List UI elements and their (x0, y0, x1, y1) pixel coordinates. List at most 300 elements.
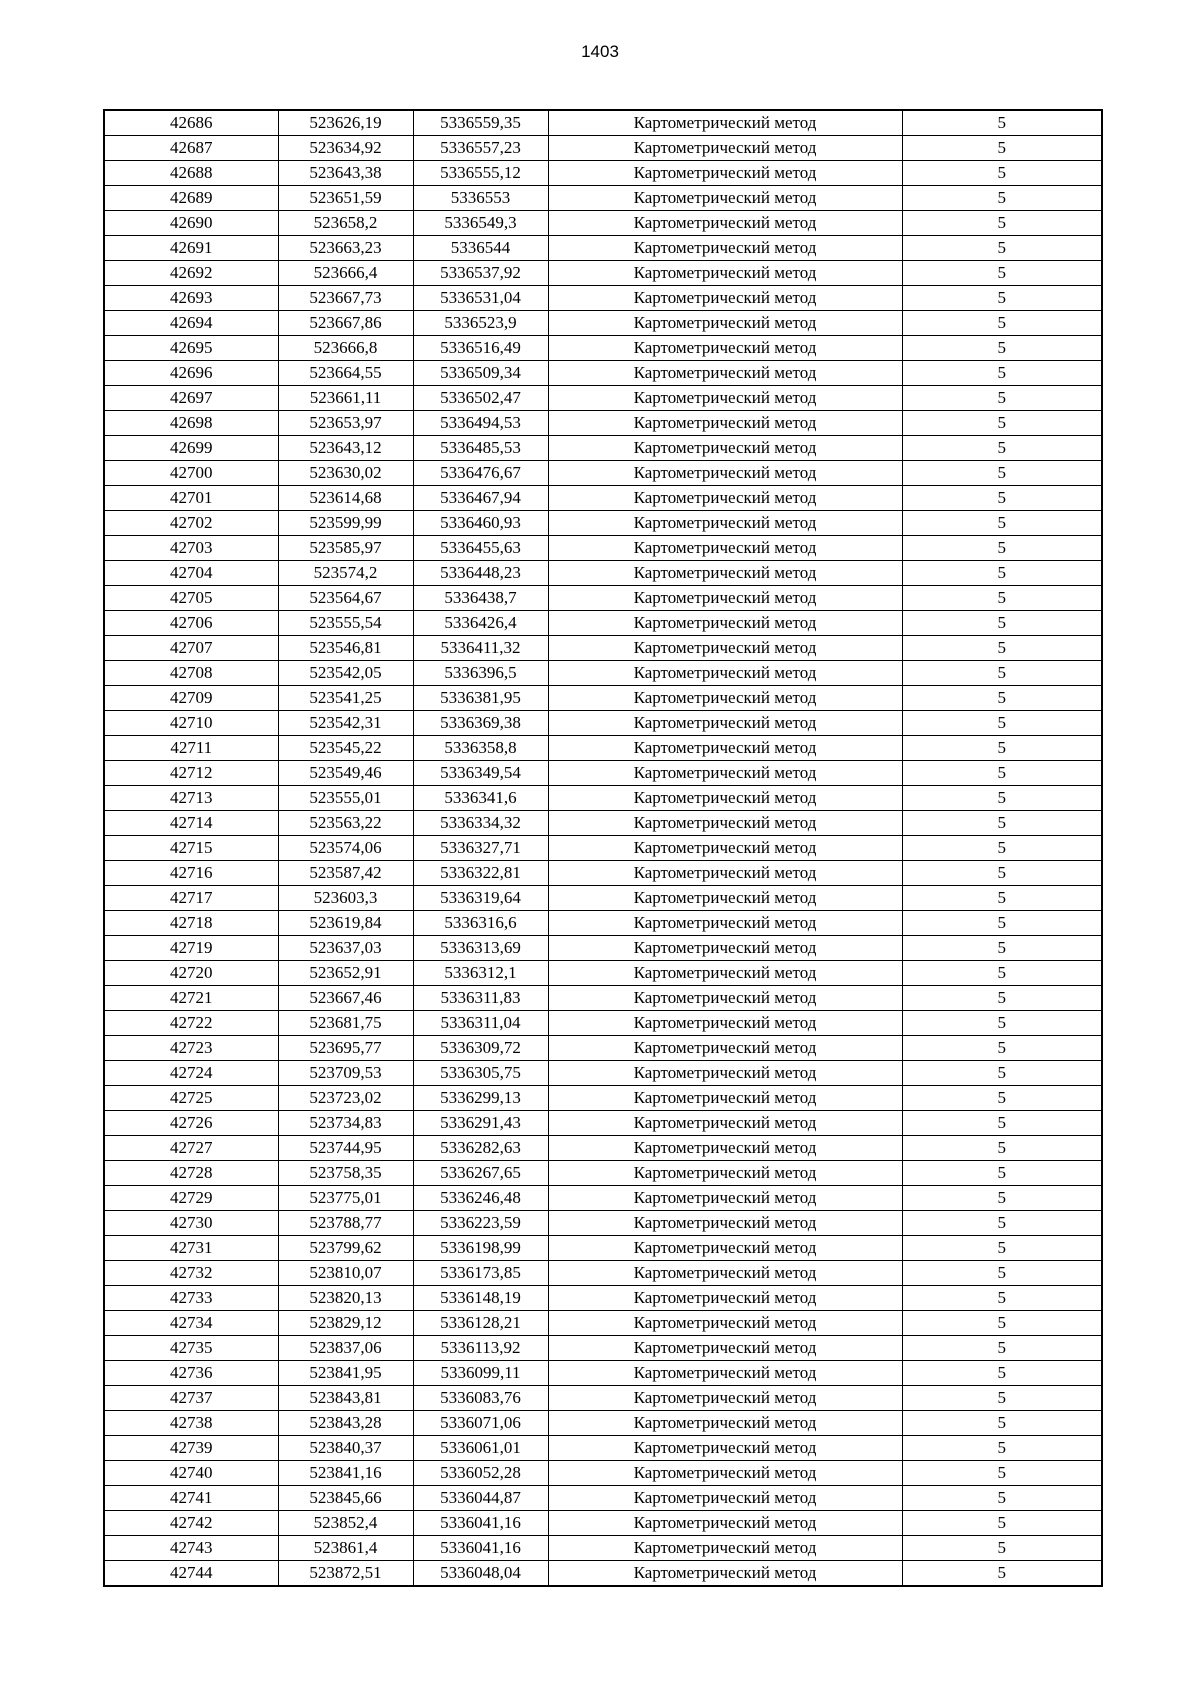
x-coordinate-cell: 523634,92 (278, 136, 413, 161)
method-cell: Картометрический метод (548, 461, 902, 486)
x-coordinate-cell: 523734,83 (278, 1111, 413, 1136)
accuracy-cell: 5 (902, 1036, 1102, 1061)
method-cell: Картометрический метод (548, 1061, 902, 1086)
point-number-cell: 42693 (104, 286, 278, 311)
table-row (104, 1086, 1102, 1111)
method-cell: Картометрический метод (548, 761, 902, 786)
point-number-cell: 42707 (104, 636, 278, 661)
method-cell: Картометрический метод (548, 1236, 902, 1261)
y-coordinate-cell: 5336223,59 (413, 1211, 548, 1236)
accuracy-cell: 5 (902, 186, 1102, 211)
table-row (104, 236, 1102, 261)
accuracy-cell: 5 (902, 1111, 1102, 1136)
method-cell: Картометрический метод (548, 110, 902, 136)
x-coordinate-cell: 523709,53 (278, 1061, 413, 1086)
table-row (104, 1411, 1102, 1436)
method-cell: Картометрический метод (548, 1011, 902, 1036)
x-coordinate-cell: 523758,35 (278, 1161, 413, 1186)
accuracy-cell: 5 (902, 1411, 1102, 1436)
x-coordinate-cell: 523542,31 (278, 711, 413, 736)
y-coordinate-cell: 5336467,94 (413, 486, 548, 511)
point-number-cell: 42701 (104, 486, 278, 511)
point-number-cell: 42718 (104, 911, 278, 936)
x-coordinate-cell: 523651,59 (278, 186, 413, 211)
point-number-cell: 42730 (104, 1211, 278, 1236)
table-row (104, 1186, 1102, 1211)
point-number-cell: 42696 (104, 361, 278, 386)
table-row (104, 211, 1102, 236)
method-cell: Картометрический метод (548, 161, 902, 186)
table-row (104, 486, 1102, 511)
x-coordinate-cell: 523667,46 (278, 986, 413, 1011)
y-coordinate-cell: 5336341,6 (413, 786, 548, 811)
x-coordinate-cell: 523599,99 (278, 511, 413, 536)
method-cell: Картометрический метод (548, 811, 902, 836)
accuracy-cell: 5 (902, 936, 1102, 961)
x-coordinate-cell: 523630,02 (278, 461, 413, 486)
table-row (104, 936, 1102, 961)
coordinates-table-body (104, 110, 1102, 1586)
point-number-cell: 42742 (104, 1511, 278, 1536)
accuracy-cell: 5 (902, 1336, 1102, 1361)
accuracy-cell: 5 (902, 811, 1102, 836)
table-row (104, 1286, 1102, 1311)
accuracy-cell: 5 (902, 861, 1102, 886)
point-number-cell: 42706 (104, 611, 278, 636)
table-row (104, 561, 1102, 586)
method-cell: Картометрический метод (548, 486, 902, 511)
accuracy-cell: 5 (902, 1286, 1102, 1311)
table-row (104, 1561, 1102, 1587)
accuracy-cell: 5 (902, 236, 1102, 261)
y-coordinate-cell: 5336516,49 (413, 336, 548, 361)
method-cell: Картометрический метод (548, 886, 902, 911)
y-coordinate-cell: 5336128,21 (413, 1311, 548, 1336)
y-coordinate-cell: 5336173,85 (413, 1261, 548, 1286)
table-row (104, 1336, 1102, 1361)
point-number-cell: 42708 (104, 661, 278, 686)
point-number-cell: 42717 (104, 886, 278, 911)
method-cell: Картометрический метод (548, 186, 902, 211)
point-number-cell: 42687 (104, 136, 278, 161)
y-coordinate-cell: 5336411,32 (413, 636, 548, 661)
y-coordinate-cell: 5336559,35 (413, 110, 548, 136)
accuracy-cell: 5 (902, 511, 1102, 536)
x-coordinate-cell: 523666,4 (278, 261, 413, 286)
accuracy-cell: 5 (902, 1361, 1102, 1386)
point-number-cell: 42723 (104, 1036, 278, 1061)
y-coordinate-cell: 5336083,76 (413, 1386, 548, 1411)
point-number-cell: 42722 (104, 1011, 278, 1036)
x-coordinate-cell: 523637,03 (278, 936, 413, 961)
x-coordinate-cell: 523872,51 (278, 1561, 413, 1587)
method-cell: Картометрический метод (548, 436, 902, 461)
point-number-cell: 42697 (104, 386, 278, 411)
method-cell: Картометрический метод (548, 1436, 902, 1461)
x-coordinate-cell: 523775,01 (278, 1186, 413, 1211)
table-row (104, 836, 1102, 861)
accuracy-cell: 5 (902, 1086, 1102, 1111)
accuracy-cell: 5 (902, 1486, 1102, 1511)
point-number-cell: 42688 (104, 161, 278, 186)
accuracy-cell: 5 (902, 336, 1102, 361)
x-coordinate-cell: 523843,81 (278, 1386, 413, 1411)
accuracy-cell: 5 (902, 1561, 1102, 1587)
table-row (104, 1011, 1102, 1036)
y-coordinate-cell: 5336553 (413, 186, 548, 211)
y-coordinate-cell: 5336334,32 (413, 811, 548, 836)
x-coordinate-cell: 523861,4 (278, 1536, 413, 1561)
accuracy-cell: 5 (902, 886, 1102, 911)
method-cell: Картометрический метод (548, 1336, 902, 1361)
table-row (104, 286, 1102, 311)
x-coordinate-cell: 523643,12 (278, 436, 413, 461)
table-row (104, 1461, 1102, 1486)
table-row (104, 411, 1102, 436)
accuracy-cell: 5 (902, 836, 1102, 861)
method-cell: Картометрический метод (548, 411, 902, 436)
point-number-cell: 42725 (104, 1086, 278, 1111)
y-coordinate-cell: 5336313,69 (413, 936, 548, 961)
method-cell: Картометрический метод (548, 586, 902, 611)
accuracy-cell: 5 (902, 1061, 1102, 1086)
table-row (104, 711, 1102, 736)
table-row (104, 1436, 1102, 1461)
table-row (104, 661, 1102, 686)
y-coordinate-cell: 5336319,64 (413, 886, 548, 911)
x-coordinate-cell: 523542,05 (278, 661, 413, 686)
table-row (104, 386, 1102, 411)
coordinates-table (103, 109, 1103, 1587)
y-coordinate-cell: 5336052,28 (413, 1461, 548, 1486)
x-coordinate-cell: 523643,38 (278, 161, 413, 186)
method-cell: Картометрический метод (548, 1386, 902, 1411)
method-cell: Картометрический метод (548, 1186, 902, 1211)
method-cell: Картометрический метод (548, 661, 902, 686)
x-coordinate-cell: 523667,73 (278, 286, 413, 311)
method-cell: Картометрический метод (548, 986, 902, 1011)
accuracy-cell: 5 (902, 1161, 1102, 1186)
x-coordinate-cell: 523852,4 (278, 1511, 413, 1536)
method-cell: Картометрический метод (548, 1211, 902, 1236)
y-coordinate-cell: 5336041,16 (413, 1536, 548, 1561)
accuracy-cell: 5 (902, 1511, 1102, 1536)
x-coordinate-cell: 523587,42 (278, 861, 413, 886)
x-coordinate-cell: 523574,06 (278, 836, 413, 861)
point-number-cell: 42698 (104, 411, 278, 436)
x-coordinate-cell: 523546,81 (278, 636, 413, 661)
accuracy-cell: 5 (902, 486, 1102, 511)
accuracy-cell: 5 (902, 1386, 1102, 1411)
x-coordinate-cell: 523563,22 (278, 811, 413, 836)
y-coordinate-cell: 5336448,23 (413, 561, 548, 586)
table-row (104, 1386, 1102, 1411)
table-row (104, 586, 1102, 611)
point-number-cell: 42704 (104, 561, 278, 586)
x-coordinate-cell: 523658,2 (278, 211, 413, 236)
accuracy-cell: 5 (902, 211, 1102, 236)
method-cell: Картометрический метод (548, 1136, 902, 1161)
accuracy-cell: 5 (902, 1136, 1102, 1161)
accuracy-cell: 5 (902, 536, 1102, 561)
accuracy-cell: 5 (902, 761, 1102, 786)
point-number-cell: 42727 (104, 1136, 278, 1161)
accuracy-cell: 5 (902, 611, 1102, 636)
y-coordinate-cell: 5336476,67 (413, 461, 548, 486)
x-coordinate-cell: 523574,2 (278, 561, 413, 586)
point-number-cell: 42713 (104, 786, 278, 811)
y-coordinate-cell: 5336061,01 (413, 1436, 548, 1461)
x-coordinate-cell: 523837,06 (278, 1336, 413, 1361)
method-cell: Картометрический метод (548, 936, 902, 961)
point-number-cell: 42720 (104, 961, 278, 986)
method-cell: Картометрический метод (548, 611, 902, 636)
method-cell: Картометрический метод (548, 1486, 902, 1511)
y-coordinate-cell: 5336113,92 (413, 1336, 548, 1361)
table-row (104, 1486, 1102, 1511)
table-row (104, 961, 1102, 986)
table-row (104, 861, 1102, 886)
x-coordinate-cell: 523614,68 (278, 486, 413, 511)
x-coordinate-cell: 523585,97 (278, 536, 413, 561)
table-row (104, 1111, 1102, 1136)
accuracy-cell: 5 (902, 1011, 1102, 1036)
x-coordinate-cell: 523564,67 (278, 586, 413, 611)
accuracy-cell: 5 (902, 1186, 1102, 1211)
method-cell: Картометрический метод (548, 911, 902, 936)
point-number-cell: 42715 (104, 836, 278, 861)
table-row (104, 986, 1102, 1011)
method-cell: Картометрический метод (548, 511, 902, 536)
table-row (104, 886, 1102, 911)
y-coordinate-cell: 5336299,13 (413, 1086, 548, 1111)
x-coordinate-cell: 523841,95 (278, 1361, 413, 1386)
table-row (104, 361, 1102, 386)
x-coordinate-cell: 523843,28 (278, 1411, 413, 1436)
x-coordinate-cell: 523603,3 (278, 886, 413, 911)
y-coordinate-cell: 5336426,4 (413, 611, 548, 636)
point-number-cell: 42733 (104, 1286, 278, 1311)
accuracy-cell: 5 (902, 561, 1102, 586)
accuracy-cell: 5 (902, 411, 1102, 436)
x-coordinate-cell: 523829,12 (278, 1311, 413, 1336)
method-cell: Картометрический метод (548, 361, 902, 386)
accuracy-cell: 5 (902, 686, 1102, 711)
y-coordinate-cell: 5336381,95 (413, 686, 548, 711)
table-row (104, 261, 1102, 286)
method-cell: Картометрический метод (548, 1461, 902, 1486)
point-number-cell: 42703 (104, 536, 278, 561)
accuracy-cell: 5 (902, 161, 1102, 186)
point-number-cell: 42732 (104, 1261, 278, 1286)
x-coordinate-cell: 523545,22 (278, 736, 413, 761)
accuracy-cell: 5 (902, 1236, 1102, 1261)
accuracy-cell: 5 (902, 736, 1102, 761)
point-number-cell: 42711 (104, 736, 278, 761)
point-number-cell: 42740 (104, 1461, 278, 1486)
method-cell: Картометрический метод (548, 1286, 902, 1311)
method-cell: Картометрический метод (548, 1536, 902, 1561)
table-row (104, 1361, 1102, 1386)
x-coordinate-cell: 523555,01 (278, 786, 413, 811)
x-coordinate-cell: 523666,8 (278, 336, 413, 361)
point-number-cell: 42738 (104, 1411, 278, 1436)
table-row (104, 161, 1102, 186)
table-row (104, 736, 1102, 761)
y-coordinate-cell: 5336557,23 (413, 136, 548, 161)
method-cell: Картометрический метод (548, 1411, 902, 1436)
accuracy-cell: 5 (902, 136, 1102, 161)
method-cell: Картометрический метод (548, 1311, 902, 1336)
accuracy-cell: 5 (902, 661, 1102, 686)
y-coordinate-cell: 5336460,93 (413, 511, 548, 536)
point-number-cell: 42694 (104, 311, 278, 336)
accuracy-cell: 5 (902, 286, 1102, 311)
point-number-cell: 42691 (104, 236, 278, 261)
accuracy-cell: 5 (902, 986, 1102, 1011)
y-coordinate-cell: 5336316,6 (413, 911, 548, 936)
method-cell: Картометрический метод (548, 1086, 902, 1111)
y-coordinate-cell: 5336509,34 (413, 361, 548, 386)
table-row (104, 761, 1102, 786)
y-coordinate-cell: 5336544 (413, 236, 548, 261)
x-coordinate-cell: 523555,54 (278, 611, 413, 636)
accuracy-cell: 5 (902, 461, 1102, 486)
table-row (104, 1161, 1102, 1186)
accuracy-cell: 5 (902, 1436, 1102, 1461)
accuracy-cell: 5 (902, 1261, 1102, 1286)
table-row (104, 1136, 1102, 1161)
point-number-cell: 42739 (104, 1436, 278, 1461)
y-coordinate-cell: 5336198,99 (413, 1236, 548, 1261)
y-coordinate-cell: 5336327,71 (413, 836, 548, 861)
method-cell: Картометрический метод (548, 1036, 902, 1061)
y-coordinate-cell: 5336369,38 (413, 711, 548, 736)
point-number-cell: 42743 (104, 1536, 278, 1561)
y-coordinate-cell: 5336523,9 (413, 311, 548, 336)
y-coordinate-cell: 5336041,16 (413, 1511, 548, 1536)
x-coordinate-cell: 523845,66 (278, 1486, 413, 1511)
method-cell: Картометрический метод (548, 311, 902, 336)
x-coordinate-cell: 523619,84 (278, 911, 413, 936)
point-number-cell: 42728 (104, 1161, 278, 1186)
point-number-cell: 42710 (104, 711, 278, 736)
y-coordinate-cell: 5336291,43 (413, 1111, 548, 1136)
method-cell: Картометрический метод (548, 711, 902, 736)
point-number-cell: 42692 (104, 261, 278, 286)
y-coordinate-cell: 5336099,11 (413, 1361, 548, 1386)
table-row (104, 1511, 1102, 1536)
y-coordinate-cell: 5336358,8 (413, 736, 548, 761)
accuracy-cell: 5 (902, 786, 1102, 811)
y-coordinate-cell: 5336312,1 (413, 961, 548, 986)
y-coordinate-cell: 5336071,06 (413, 1411, 548, 1436)
point-number-cell: 42744 (104, 1561, 278, 1587)
x-coordinate-cell: 523681,75 (278, 1011, 413, 1036)
method-cell: Картометрический метод (548, 261, 902, 286)
table-row (104, 511, 1102, 536)
accuracy-cell: 5 (902, 636, 1102, 661)
point-number-cell: 42719 (104, 936, 278, 961)
point-number-cell: 42721 (104, 986, 278, 1011)
method-cell: Картометрический метод (548, 1361, 902, 1386)
x-coordinate-cell: 523820,13 (278, 1286, 413, 1311)
y-coordinate-cell: 5336396,5 (413, 661, 548, 686)
point-number-cell: 42736 (104, 1361, 278, 1386)
point-number-cell: 42712 (104, 761, 278, 786)
point-number-cell: 42737 (104, 1386, 278, 1411)
point-number-cell: 42699 (104, 436, 278, 461)
method-cell: Картометрический метод (548, 336, 902, 361)
method-cell: Картометрический метод (548, 1561, 902, 1587)
accuracy-cell: 5 (902, 361, 1102, 386)
accuracy-cell: 5 (902, 711, 1102, 736)
table-row (104, 636, 1102, 661)
accuracy-cell: 5 (902, 261, 1102, 286)
table-row (104, 311, 1102, 336)
table-row (104, 336, 1102, 361)
x-coordinate-cell: 523841,16 (278, 1461, 413, 1486)
x-coordinate-cell: 523549,46 (278, 761, 413, 786)
x-coordinate-cell: 523810,07 (278, 1261, 413, 1286)
point-number-cell: 42689 (104, 186, 278, 211)
y-coordinate-cell: 5336502,47 (413, 386, 548, 411)
accuracy-cell: 5 (902, 1211, 1102, 1236)
x-coordinate-cell: 523840,37 (278, 1436, 413, 1461)
y-coordinate-cell: 5336309,72 (413, 1036, 548, 1061)
table-row (104, 1236, 1102, 1261)
x-coordinate-cell: 523541,25 (278, 686, 413, 711)
table-row (104, 461, 1102, 486)
table-row (104, 1261, 1102, 1286)
method-cell: Картометрический метод (548, 636, 902, 661)
table-row (104, 436, 1102, 461)
x-coordinate-cell: 523788,77 (278, 1211, 413, 1236)
point-number-cell: 42686 (104, 110, 278, 136)
method-cell: Картометрический метод (548, 961, 902, 986)
y-coordinate-cell: 5336311,04 (413, 1011, 548, 1036)
accuracy-cell: 5 (902, 1311, 1102, 1336)
method-cell: Картометрический метод (548, 386, 902, 411)
accuracy-cell: 5 (902, 436, 1102, 461)
point-number-cell: 42735 (104, 1336, 278, 1361)
accuracy-cell: 5 (902, 911, 1102, 936)
accuracy-cell: 5 (902, 961, 1102, 986)
method-cell: Картометрический метод (548, 236, 902, 261)
y-coordinate-cell: 5336267,65 (413, 1161, 548, 1186)
x-coordinate-cell: 523626,19 (278, 110, 413, 136)
y-coordinate-cell: 5336305,75 (413, 1061, 548, 1086)
method-cell: Картометрический метод (548, 1261, 902, 1286)
x-coordinate-cell: 523663,23 (278, 236, 413, 261)
y-coordinate-cell: 5336438,7 (413, 586, 548, 611)
point-number-cell: 42705 (104, 586, 278, 611)
y-coordinate-cell: 5336549,3 (413, 211, 548, 236)
method-cell: Картометрический метод (548, 536, 902, 561)
method-cell: Картометрический метод (548, 1511, 902, 1536)
y-coordinate-cell: 5336349,54 (413, 761, 548, 786)
page-number: 1403 (581, 42, 619, 61)
method-cell: Картометрический метод (548, 736, 902, 761)
x-coordinate-cell: 523667,86 (278, 311, 413, 336)
y-coordinate-cell: 5336044,87 (413, 1486, 548, 1511)
table-row (104, 911, 1102, 936)
y-coordinate-cell: 5336455,63 (413, 536, 548, 561)
point-number-cell: 42729 (104, 1186, 278, 1211)
table-row (104, 536, 1102, 561)
y-coordinate-cell: 5336048,04 (413, 1561, 548, 1587)
point-number-cell: 42726 (104, 1111, 278, 1136)
